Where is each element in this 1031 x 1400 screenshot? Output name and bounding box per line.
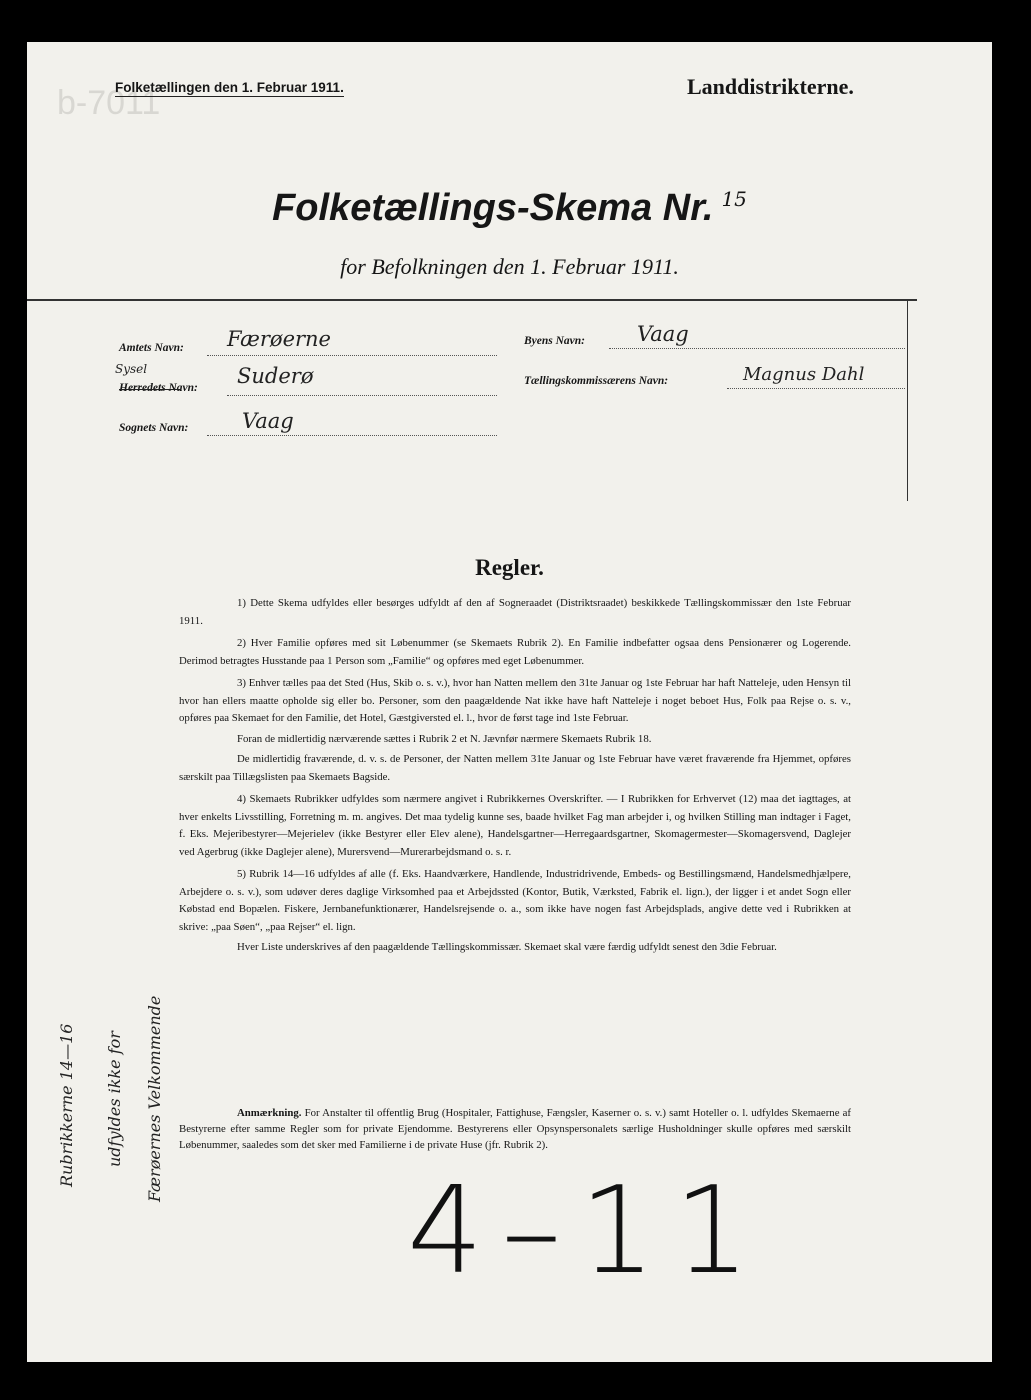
rule-paragraph: 4) Skemaets Rubrikker udfyldes som nærmere angivet i Rubrikkernes Overskrifter. — I Rubrikken for Erhvervet (12) maa det iagttages, at hver enkelts Livsstilling, Forretning m. m. angives. Det maa tydelig kunne ses, baade hvilket Fag man arbejder i, og hvilken Stilling man indtager i Faget, f. Eks. Mejeribestyrer—Mejerielev (ikke Bestyrer eller Elev alene), Handelsgartner—Herregaardsgartner, Skomagermester—Skomagersvend, Daglejer ved Agerbrug (ikke Daglejer alene), Murersvend—Murerarbejdsmand o. s. r. [179,793,851,858]
form-title [27,187,992,230]
header-census-date: Folketællingen den 1. Februar 1911. [115,80,344,95]
amt-label: Amtets Navn: [119,342,184,354]
kommissaer-line [727,388,905,389]
side-note-line3: Færøernes Velkommende [145,995,164,1202]
kommissaer-label: Tællingskommissærens Navn: [524,375,669,387]
byen-label: Byens Navn: [524,335,586,347]
herred-correction-handwritten: Sysel [115,362,148,376]
side-note-line2: udfyldes ikke for [105,1031,124,1167]
top-divider [27,299,917,301]
herred-label: Herredets Navn: [119,382,198,394]
rule-paragraph: 3) Enhver tælles paa det Sted (Hus, Skib o. s. v.), hvor han Natten mellem den 31te Januar og 1ste Februar har haft Natteleje, uden Hensyn til hvor han ellers maatte opholde sig eller bo. Personer, som den paagældende Nat ikke have haft Natteleje i noget beboet Hus, Folk paa Rejse o. s. v., opføres paa Skemaet for den Familie, det Hotel, Gæstgiversted el. l., hvor de først tage ind 1ste Februar. [179,677,851,724]
annotation-note [179,1105,851,1153]
herred-value: Suderø [237,364,314,388]
amt-value: Færøerne [227,327,331,351]
herred-line [227,395,497,396]
rule-paragraph: 1) Dette Skema udfyldes eller besørges udfyldt af den af Sogneraadet (Distriktsraadet) beskikkede Tællingskommissær den 1ste Februar 1911. [179,597,851,627]
amt-line [207,355,497,356]
rule-paragraph: Hver Liste underskrives af den paagældende Tællingskommissær. Skemaet skal være færdig udfyldt senest den 3die Februar. [237,941,777,953]
rule-paragraph: 2) Hver Familie opføres med sit Løbenummer (se Skemaets Rubrik 2). En Familie indbefatter ogsaa dens Pensionærer og Logerende. Derimod betragtes Husstande paa 1 Person som „Familie“ og opføres med eget Løbenummer. [179,637,851,667]
kommissaer-value: Magnus Dahl [743,364,865,385]
herred-strikeout [119,389,181,390]
byen-value: Vaag [637,322,689,346]
sogn-line [207,435,497,436]
rule-paragraph: De midlertidig fraværende, d. v. s. de Personer, der Natten mellem 31te Januar og 1ste Februar have været fraværende fra Hjemmet, opføres særskilt paa Tillægslisten paa Skemaets Bagside. [179,753,851,783]
side-note-line1: Rubrikkerne 14—16 [57,1023,76,1187]
rule-paragraph: Foran de midlertidig nærværende sættes i Rubrik 2 et N. Jævnfør nærmere Skemaets Rubrik 18. [237,732,652,745]
form-number-handwritten: 15 [721,187,747,211]
census-form-page [27,42,992,1362]
rule-paragraph: 5) Rubrik 14—16 udfyldes af alle (f. Eks. Haandværkere, Handlende, Industridrivende, Embeds- og Bestillingsmænd, Handelsmedhjælpere, Arbejdere o. s. v.), som udøver deres daglige Virksomhed paa et Arbejdssted (Kontor, Butik, Værksted, Fabrik el. lign.), der ligger i et andet Sogn eller Købstad end Bopælen. Fiskere, Jernbanefunktionærer, Handelsrejsende o. a., som ikke have nogen fast Arbejdsplads, angive dette ved i Rubrikken at skrive: „paa Søen“, „paa Rejser“ el. lign. [179,868,851,933]
large-handwritten-number: 4–11 [407,1162,769,1301]
faint-stamp-mark: b-7011 [57,84,161,122]
note-label: Anmærkning. [237,1107,302,1119]
rules-heading: Regler. [475,555,544,580]
sogn-value: Vaag [242,409,294,433]
sogn-label: Sognets Navn: [119,422,189,434]
header-district-type: Landdistrikterne. [687,74,854,99]
form-subtitle: for Befolkningen den 1. Februar 1911. [340,254,679,279]
byen-line [609,348,905,349]
right-divider [907,299,908,501]
rules-body [179,595,851,962]
form-title-text: Folketællings-Skema Nr. [272,187,714,229]
note-text: For Anstalter til offentlig Brug (Hospitaler, Fattighuse, Fængsler, Kaserner o. s. v.) samt Hoteller o. l. udfyldes Skemaerne af Bestyrerne efter samme Regler som for private Ejendomme. Bestyrerens eller Opsynspersonalets særlige Husholdninger skulle opføres med særskilt Løbenummer, saaledes som det sker med Familierne i de private Huse (jfr. Rubrik 2). [179,1107,851,1151]
